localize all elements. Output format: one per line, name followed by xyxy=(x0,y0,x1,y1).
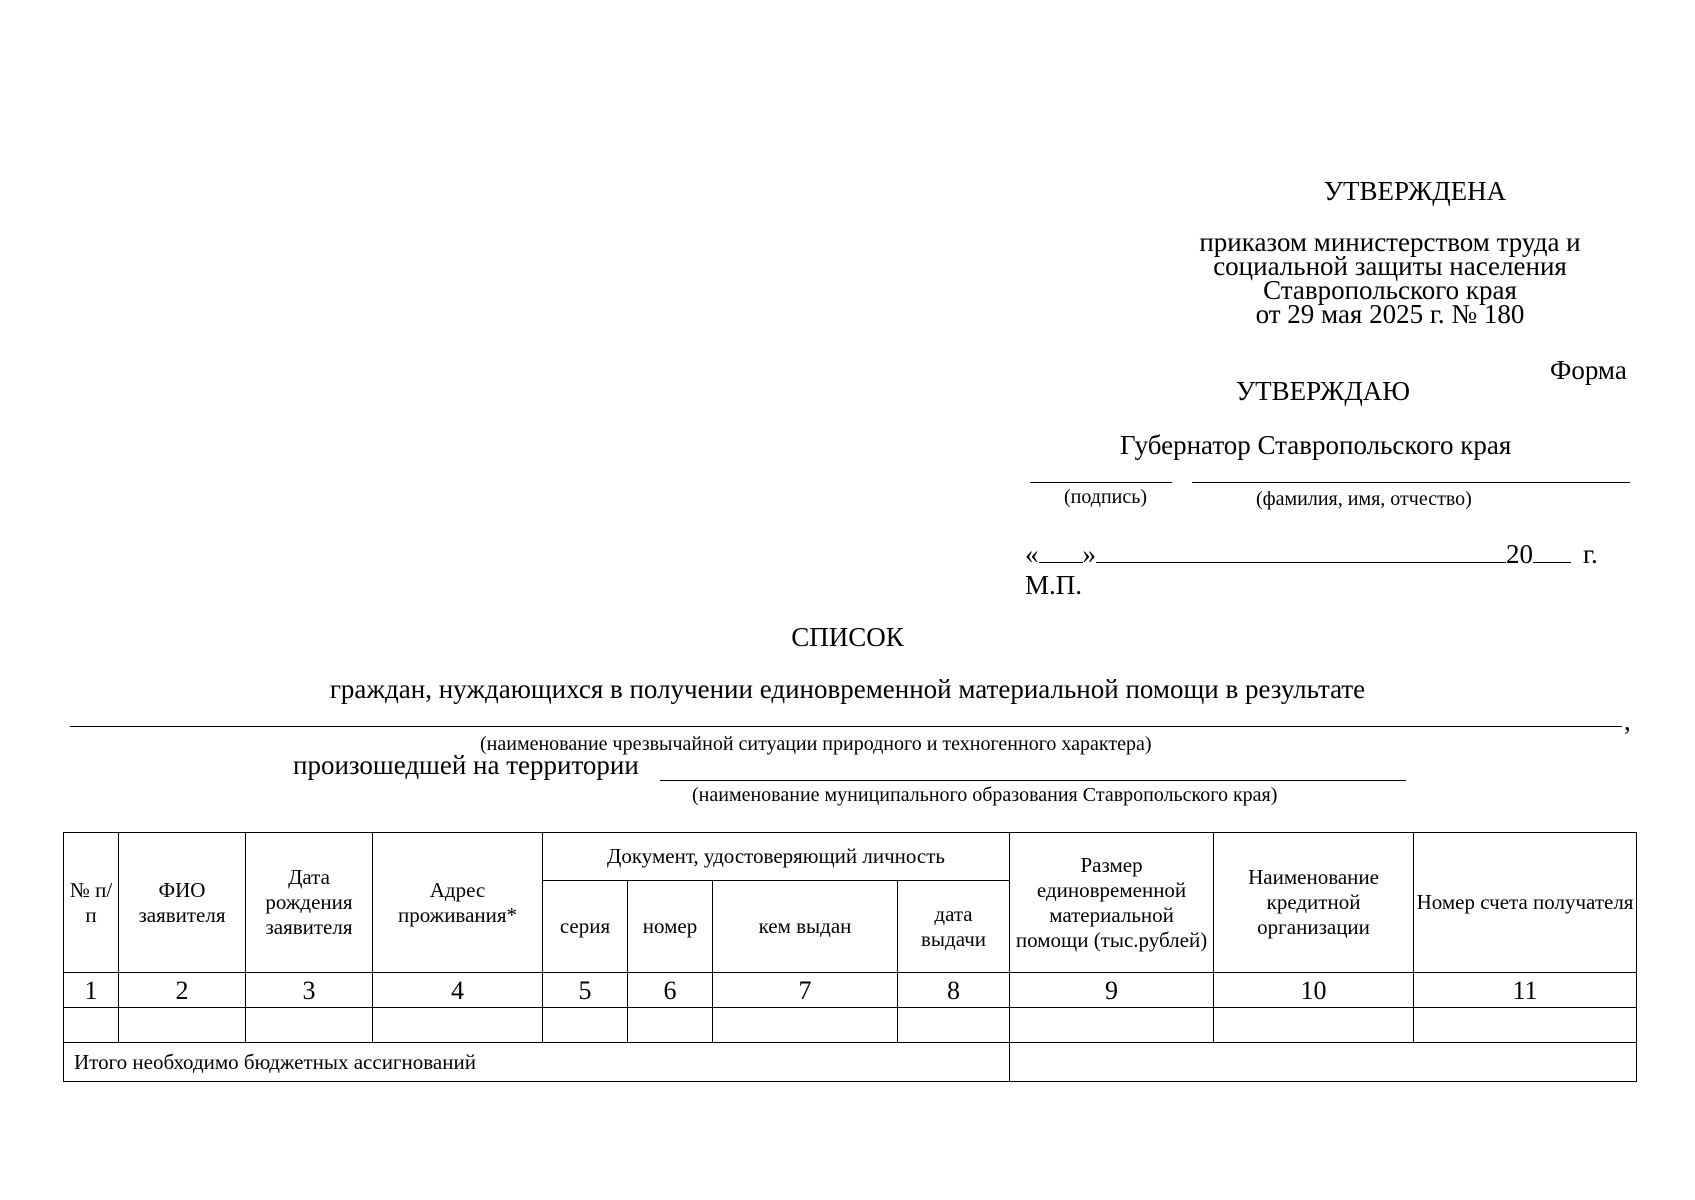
header-series: серия xyxy=(543,881,628,973)
table-cell xyxy=(246,1008,373,1043)
column-number: 5 xyxy=(543,973,628,1008)
column-number: 11 xyxy=(1414,973,1637,1008)
table-cell xyxy=(898,1008,1010,1043)
table-cell xyxy=(64,1008,119,1043)
list-title: СПИСОК xyxy=(791,622,904,652)
table-cell xyxy=(373,1008,543,1043)
column-number-row xyxy=(64,973,1637,1008)
date-year-prefix: 20 xyxy=(1506,539,1533,569)
total-label: Итого необходимо бюджетных ассигнований xyxy=(64,1043,1010,1082)
governor-title: Губернатор Ставропольского края xyxy=(1120,430,1512,460)
approved-title: УТВЕРЖДЕНА xyxy=(1323,176,1507,206)
territory-label: произошедшей на территории xyxy=(293,750,639,780)
table-cell xyxy=(1414,1008,1637,1043)
header-birth-date: Дата рождения заявителя xyxy=(246,833,373,973)
table-cell xyxy=(1010,1008,1214,1043)
citizens-table xyxy=(63,832,1637,1082)
header-account: Номер счета получателя xyxy=(1414,833,1637,973)
table-cell xyxy=(119,1008,246,1043)
header-issue-date: дата выдачи xyxy=(898,881,1010,973)
approved-order-text xyxy=(1160,227,1620,329)
emergency-name-line xyxy=(70,726,1622,727)
column-number: 3 xyxy=(246,973,373,1008)
total-row xyxy=(64,1043,1637,1082)
column-number: 1 xyxy=(64,973,119,1008)
header-row xyxy=(64,833,1637,881)
header-fio: ФИО заявителя xyxy=(119,833,246,973)
column-number: 9 xyxy=(1010,973,1214,1008)
table-cell xyxy=(543,1008,628,1043)
header-document: Документ, удостоверяющий личность xyxy=(543,833,1010,881)
header-address: Адрес проживания* xyxy=(373,833,543,973)
fio-line xyxy=(1192,482,1630,483)
table-cell xyxy=(713,1008,898,1043)
emergency-caption: (наименование чрезвычайной ситуации природного и техногенного характера) xyxy=(480,733,1152,755)
column-number: 10 xyxy=(1214,973,1414,1008)
column-number: 2 xyxy=(119,973,246,1008)
approved-line: от 29 мая 2025 г. № 180 xyxy=(1255,299,1525,329)
table-row xyxy=(64,1008,1637,1043)
territory-caption: (наименование муниципального образования Ставропольского края) xyxy=(692,784,1278,806)
date-year-suffix: г. xyxy=(1583,539,1598,569)
approve-title: УТВЕРЖДАЮ xyxy=(1236,376,1411,406)
column-number: 4 xyxy=(373,973,543,1008)
form-label: Форма xyxy=(1550,355,1627,385)
approved-line: социальной защиты населения xyxy=(1213,251,1567,281)
fio-caption: (фамилия, имя, отчество) xyxy=(1256,488,1472,510)
date-close-quote: » xyxy=(1082,539,1096,569)
approved-line: Ставропольского края xyxy=(1263,275,1517,305)
approved-line: приказом министерством труда и xyxy=(1199,227,1581,257)
header-number: номер xyxy=(628,881,713,973)
column-number: 6 xyxy=(628,973,713,1008)
stamp-label: М.П. xyxy=(1025,570,1083,600)
header-bank: Наименование кредитной организации xyxy=(1214,833,1414,973)
list-subtitle: граждан, нуждающихся в получении единовременной материальной помощи в результате xyxy=(329,674,1366,704)
table-cell xyxy=(1214,1008,1414,1043)
total-value-cell xyxy=(1010,1043,1637,1082)
territory-name-line xyxy=(660,780,1406,781)
year-blank-line xyxy=(1533,544,1571,563)
day-blank-line xyxy=(1039,544,1083,563)
signature-caption: (подпись) xyxy=(1064,486,1148,508)
header-num: № п/п xyxy=(64,833,119,973)
header-issued-by: кем выдан xyxy=(713,881,898,973)
emergency-comma: , xyxy=(1624,706,1631,736)
date-open-quote: « xyxy=(1025,539,1039,569)
month-blank-line xyxy=(1096,544,1506,563)
table-cell xyxy=(628,1008,713,1043)
column-number: 7 xyxy=(713,973,898,1008)
column-number: 8 xyxy=(898,973,1010,1008)
approval-date-row xyxy=(1025,541,1598,568)
signature-line xyxy=(1030,482,1172,483)
header-aid-amount: Размер единовременной материальной помощи (тыс.рублей) xyxy=(1010,833,1214,973)
